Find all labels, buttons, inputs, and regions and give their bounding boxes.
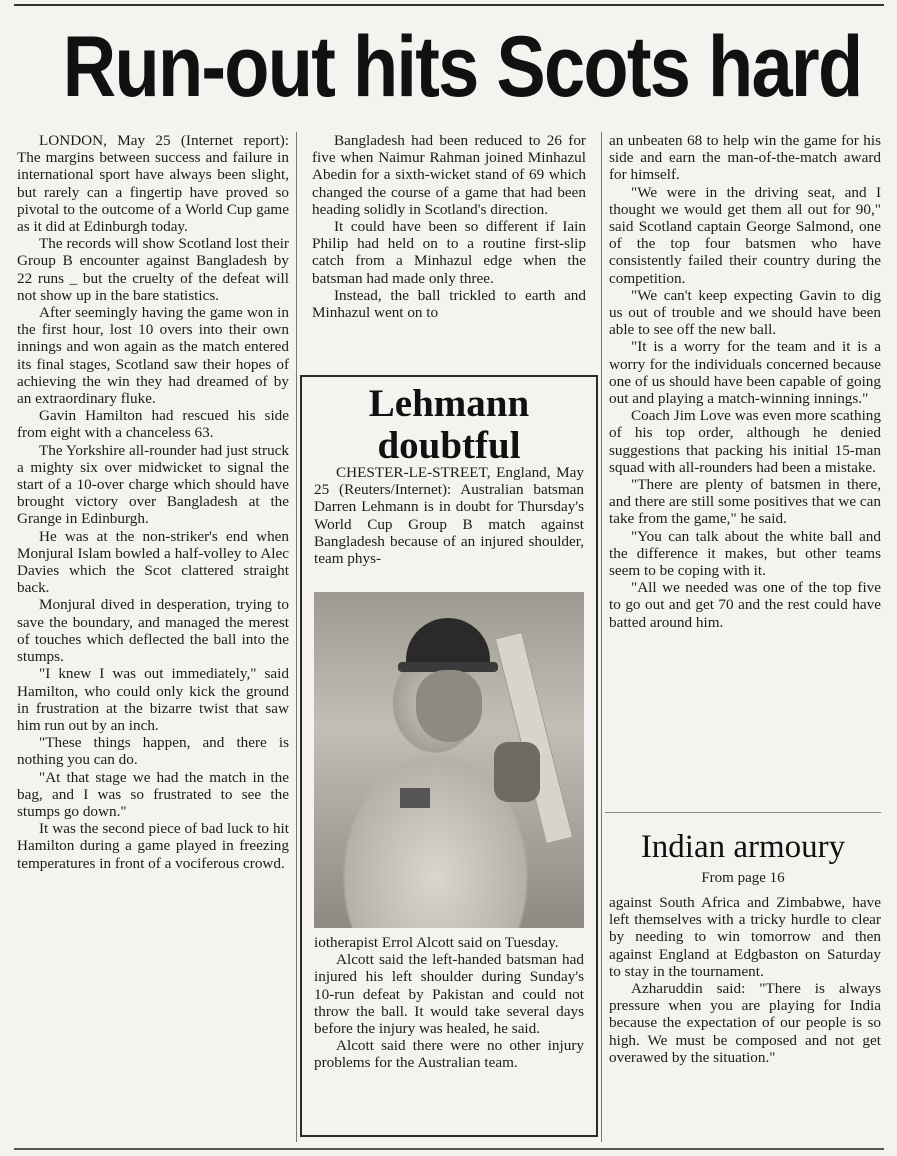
paragraph: an unbeaten 68 to help win the game for his side and earn the man-of-the-match award for himself. <box>609 132 881 184</box>
paragraph: "It is a worry for the team and it is a worry for the individuals concerned because one of us should have been capable of going out and playing a match-winning innings." <box>609 338 881 408</box>
paragraph: It could have been so different if Iain Philip had held on to a routine first-slip catch from a Minhazul edge when the batsman had made only three. <box>312 218 586 287</box>
paragraph: "At that stage we had the match in the bag, and I was so frustrated to see the stumps go down." <box>17 768 289 820</box>
paragraph: He was at the non-striker's end when Monjural Islam bowled a half-volley to Alec Davies which the Scot clattered straight back. <box>17 527 289 597</box>
indian-armoury-headline: Indian armoury <box>640 829 846 865</box>
article-column-2 <box>312 132 586 321</box>
article-column-1 <box>17 132 289 872</box>
paragraph: Monjural dived in desperation, trying to save the boundary, and managed the merest of touches which deflected the ball into the stumps. <box>17 596 289 666</box>
indian-armoury-text <box>609 894 881 1066</box>
paragraph: After seemingly having the game won in the first hour, lost 10 overs into their own innings and won again as the match entered its final stages, Scotland saw their hopes of achieving the win they had dreamed of by an extraordinary fluke. <box>17 304 289 408</box>
paragraph: "I knew I was out immediately," said Hamilton, who could only kick the ground in frustration at the bizarre twist that saw him run out by an inch. <box>17 665 289 734</box>
glove-shape <box>494 742 540 802</box>
paragraph: "All we needed was one of the top five to go out and get 70 and the rest could have batted around him. <box>609 579 881 631</box>
paragraph: "There are plenty of batsmen in there, and there are still some positives that we can take from the game," he said. <box>609 476 881 528</box>
paragraph: It was the second piece of bad luck to hit Hamilton during a game played in freezing temperatures in front of a vociferous crowd. <box>17 820 289 872</box>
paragraph: iotherapist Errol Alcott said on Tuesday. <box>314 934 559 951</box>
paragraph: LONDON, May 25 (Internet report): The margins between success and failure in international sport have always been slight, but rarely can a fingertip have proved so pivotal to the outcome of a World Cup game as it did at Edinburgh today. <box>17 132 289 236</box>
sidebar-text-bottom <box>314 934 584 1072</box>
paragraph: "We can't keep expecting Gavin to dig us out of trouble and we should have been able to see off the new ball. <box>609 286 881 339</box>
bottom-rule <box>14 1148 884 1150</box>
main-headline: Run-out hits Scots hard <box>62 19 862 115</box>
paragraph: Bangladesh had been reduced to 26 for five when Naimur Rahman joined Minhazul Abedin for a sixth-wicket stand of 69 which changed the course of a game that had been heading solidly in Scotland's direction. <box>312 132 586 218</box>
paragraph: "These things happen, and there is nothing you can do. <box>17 734 289 769</box>
badge-shape <box>400 788 430 808</box>
paragraph: Instead, the ball trickled to earth and Minhazul went on to <box>312 286 586 322</box>
paragraph: Alcott said there were no other injury problems for the Australian team. <box>314 1037 584 1072</box>
from-page-label: From page 16 <box>701 870 785 886</box>
paragraph: The records will show Scotland lost their Group B encounter against Bangladesh by 22 runs _ but the cruelty of the defeat will not show up in the bare statistics. <box>17 235 289 304</box>
paragraph: "We were in the driving seat, and I thought we would get them all out for 90," said Scotland captain George Salmond, one of the top four batsmen who have consistently failed their country during the competition. <box>609 183 881 287</box>
paragraph: Alcott said the left-handed batsman had injured his left shoulder during Sunday's 10-run defeat by Pakistan and could not throw the ball. It would take several days before the injury was healed, he said. <box>314 951 584 1038</box>
bat-shape <box>495 632 573 844</box>
column-divider <box>296 132 297 1142</box>
paragraph: Azharuddin said: "There is always pressure when you are playing for India because the expectation of our people is so high. We must be composed and not get overawed by the situation." <box>609 980 881 1066</box>
article-column-3 <box>609 132 881 631</box>
sidebar-text-top <box>314 464 584 567</box>
top-rule <box>14 4 884 6</box>
paragraph: Coach Jim Love was even more scathing of his top order, although he denied suggestions that packing his initial 15-man squad with all-rounders had been a mistake. <box>609 407 881 476</box>
paragraph: "You can talk about the white ball and the difference it makes, but other teams seem to be coping with it. <box>609 527 881 580</box>
paragraph: against South Africa and Zimbabwe, have left themselves with a tricky hurdle to clear by needing to win tomorrow and then against England at Edgbaston on Saturday to stay in the tournament. <box>609 894 881 980</box>
paragraph: Gavin Hamilton had rescued his side from eight with a chanceless 63. <box>17 407 289 442</box>
column-divider <box>601 132 602 1142</box>
face-shape <box>416 670 482 742</box>
paragraph: CHESTER-LE-STREET, England, May 25 (Reuters/Internet): Australian batsman Darren Lehmann is in doubt for Thursday's World Cup Group B match against Bangladesh because of an injured shoulder, team phys- <box>314 464 584 568</box>
cricketer-photo <box>314 592 584 928</box>
section-divider <box>605 812 881 813</box>
paragraph: The Yorkshire all-rounder had just struck a mighty six over midwicket to signal the start of a 10-over charge which should have brought victory over Bangladesh at the Grange in Edinburgh. <box>17 441 289 528</box>
sidebar-headline: Lehmann doubtful <box>368 382 530 467</box>
